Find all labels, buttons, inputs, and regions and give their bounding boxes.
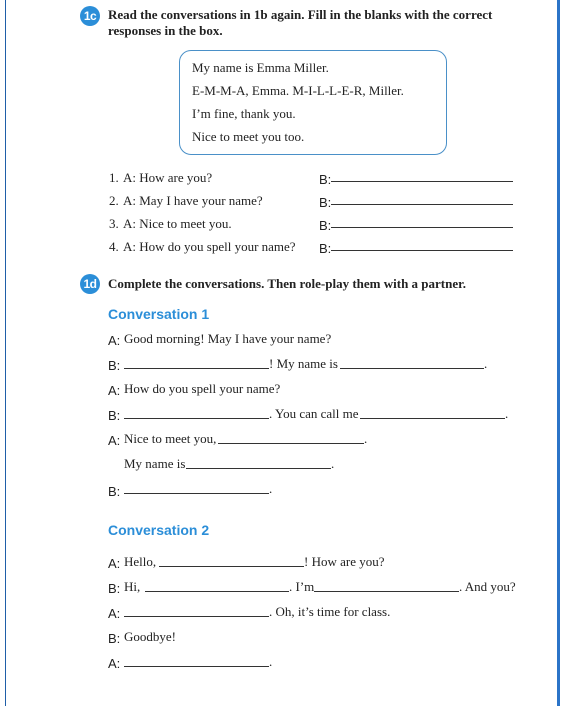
exercise-1c-instruction-line1: Read the conversations in 1b again. Fill in the blanks with the correct bbox=[108, 7, 493, 22]
conv1-line6-end: . bbox=[331, 456, 335, 471]
conv1-line6-blank[interactable] bbox=[186, 468, 331, 469]
conv2-line4-speaker: B: bbox=[108, 631, 121, 646]
item-4-number: 4. bbox=[109, 239, 119, 254]
conv2-line5-blank[interactable] bbox=[124, 666, 269, 667]
conv2-line2-speaker: B: bbox=[108, 581, 121, 596]
response-box bbox=[179, 50, 447, 155]
item-1-answer-blank[interactable] bbox=[331, 181, 513, 182]
conv2-line3-speaker: A: bbox=[108, 606, 121, 621]
conv2-line2-blank1[interactable] bbox=[145, 591, 289, 592]
conv1-line2-speaker: B: bbox=[108, 358, 121, 373]
conv1-line7-blank[interactable] bbox=[124, 493, 269, 494]
conv1-line4-blank1[interactable] bbox=[124, 418, 269, 419]
item-1-b-label: B: bbox=[319, 172, 332, 187]
exercise-1d-instruction: Complete the conversations. Then role-play them with a partner. bbox=[108, 276, 466, 291]
conv1-line4-end: . bbox=[505, 406, 509, 421]
conv2-line4-text: Goodbye! bbox=[124, 629, 176, 644]
box-option-1: My name is Emma Miller. bbox=[192, 60, 329, 75]
conv2-line1-text: Hello, bbox=[124, 554, 157, 569]
conv1-line7-speaker: B: bbox=[108, 484, 121, 499]
box-option-3: I’m fine, thank you. bbox=[192, 106, 296, 121]
exercise-1c-instruction-line2: responses in the box. bbox=[108, 23, 223, 38]
conv1-line4-blank2[interactable] bbox=[360, 418, 505, 419]
exercise-1d-badge: 1d bbox=[80, 274, 100, 294]
item-2-question: A: May I have your name? bbox=[123, 193, 263, 208]
conv2-line3-blank[interactable] bbox=[124, 616, 269, 617]
item-3-answer-blank[interactable] bbox=[331, 227, 513, 228]
conv2-line5-end: . bbox=[269, 654, 273, 669]
conv1-line5-speaker: A: bbox=[108, 433, 121, 448]
item-3-number: 3. bbox=[109, 216, 119, 231]
conv1-line1-speaker: A: bbox=[108, 333, 121, 348]
conversation-2-title: Conversation 2 bbox=[108, 522, 210, 538]
conv2-line2-blank2[interactable] bbox=[314, 591, 459, 592]
conv2-line2-end: . And you? bbox=[459, 579, 516, 594]
conv1-line4-mid: . You can call me bbox=[269, 406, 359, 421]
item-1-question: A: How are you? bbox=[123, 170, 213, 185]
conv1-line3-speaker: A: bbox=[108, 383, 121, 398]
conv1-line7-end: . bbox=[269, 481, 273, 496]
conv1-line5-end: . bbox=[364, 431, 368, 446]
conv1-line4-speaker: B: bbox=[108, 408, 121, 423]
conv1-line1-text: Good morning! May I have your name? bbox=[124, 331, 332, 346]
left-margin-rule bbox=[5, 0, 6, 706]
conv1-line3-text: How do you spell your name? bbox=[124, 381, 281, 396]
item-4-b-label: B: bbox=[319, 241, 332, 256]
item-2-b-label: B: bbox=[319, 195, 332, 210]
item-4-answer-blank[interactable] bbox=[331, 250, 513, 251]
conv2-line1-blank[interactable] bbox=[159, 566, 304, 567]
conv1-line2-end: . bbox=[484, 356, 488, 371]
conv2-line1-end: ! How are you? bbox=[304, 554, 385, 569]
conv1-line2-blank2[interactable] bbox=[340, 368, 484, 369]
item-4-question: A: How do you spell your name? bbox=[123, 239, 296, 254]
box-option-2: E-M-M-A, Emma. M-I-L-L-E-R, Miller. bbox=[192, 83, 404, 98]
item-2-number: 2. bbox=[109, 193, 119, 208]
right-margin-rule bbox=[557, 0, 560, 706]
conv1-line2-blank1[interactable] bbox=[124, 368, 269, 369]
item-2-answer-blank[interactable] bbox=[331, 204, 513, 205]
item-3-b-label: B: bbox=[319, 218, 332, 233]
conv2-line5-speaker: A: bbox=[108, 656, 121, 671]
conv1-line5-text: Nice to meet you, bbox=[124, 431, 217, 446]
conv1-line6-text: My name is bbox=[124, 456, 186, 471]
conversation-1-title: Conversation 1 bbox=[108, 306, 210, 322]
conv2-line1-speaker: A: bbox=[108, 556, 121, 571]
conv2-line2-mid: . I’m bbox=[289, 579, 315, 594]
conv2-line2-text: Hi, bbox=[124, 579, 141, 594]
item-1-number: 1. bbox=[109, 170, 119, 185]
box-option-4: Nice to meet you too. bbox=[192, 129, 305, 144]
item-3-question: A: Nice to meet you. bbox=[123, 216, 232, 231]
conv2-line3-end: . Oh, it’s time for class. bbox=[269, 604, 391, 619]
conv1-line2-mid: ! My name is bbox=[269, 356, 338, 371]
conv1-line5-blank[interactable] bbox=[218, 443, 364, 444]
exercise-1c-badge: 1c bbox=[80, 6, 100, 26]
